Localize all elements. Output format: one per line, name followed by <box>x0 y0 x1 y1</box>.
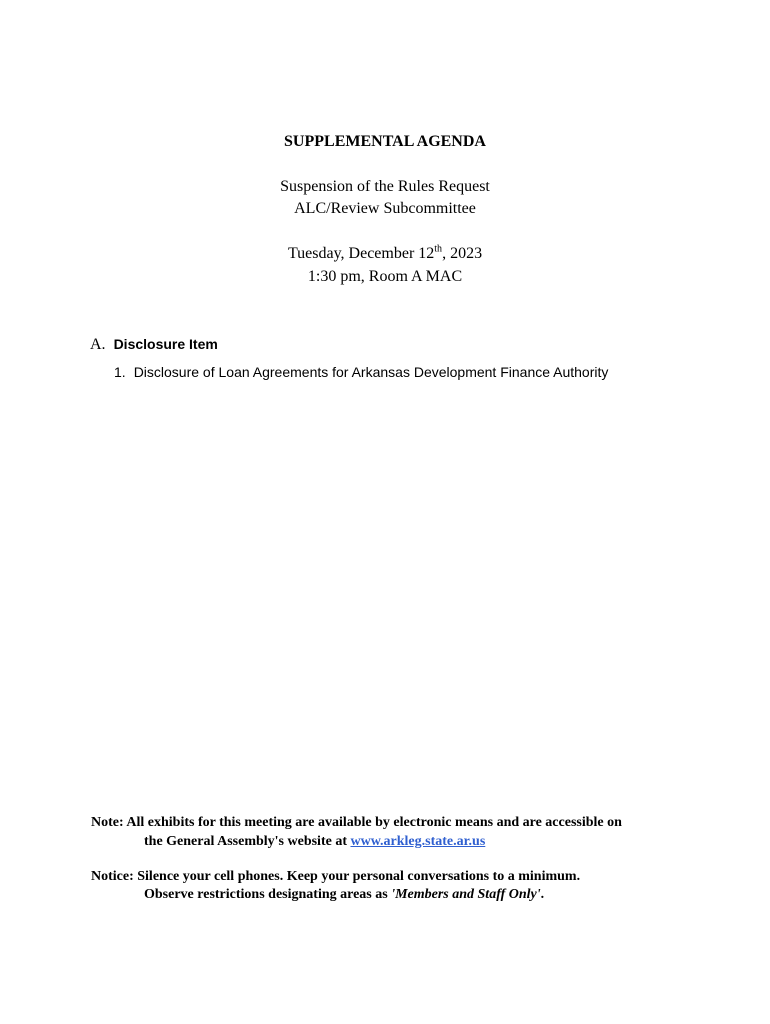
section-letter: A. <box>90 336 106 353</box>
meeting-date <box>0 245 770 263</box>
date-superscript: th <box>434 243 443 255</box>
date-suffix: , 2023 <box>442 245 483 262</box>
notice-emphasis: 'Members and Staff Only' <box>391 887 541 902</box>
list-item <box>114 364 608 380</box>
website-link[interactable]: www.arkleg.state.ar.us <box>350 834 486 849</box>
subtitle-request: Suspension of the Rules Request <box>280 178 490 195</box>
item-text: Disclosure of Loan Agreements for Arkansas Development Finance Authority <box>133 364 609 380</box>
item-number: 1. <box>114 364 126 380</box>
section-disclosure <box>90 336 218 354</box>
note-line-1: Note: All exhibits for this meeting are available by electronic means and are accessible on <box>91 815 622 830</box>
subtitle-committee: ALC/Review Subcommittee <box>294 200 476 217</box>
notice-line-2-suffix: . <box>540 887 545 902</box>
agenda-title: SUPPLEMENTAL AGENDA <box>284 133 486 150</box>
notice-line-2 <box>144 887 544 903</box>
notice-line-1: Notice: Silence your cell phones. Keep your personal conversations to a minimum. <box>91 869 581 884</box>
section-heading: Disclosure Item <box>113 336 218 352</box>
date-prefix: Tuesday, December 12 <box>287 245 435 262</box>
notice-line-2-text: Observe restrictions designating areas as <box>144 887 392 902</box>
meeting-time-room: 1:30 pm, Room A MAC <box>307 268 463 285</box>
note-line-2 <box>144 834 485 850</box>
note-line-2-text: the General Assembly's website at <box>144 834 351 849</box>
